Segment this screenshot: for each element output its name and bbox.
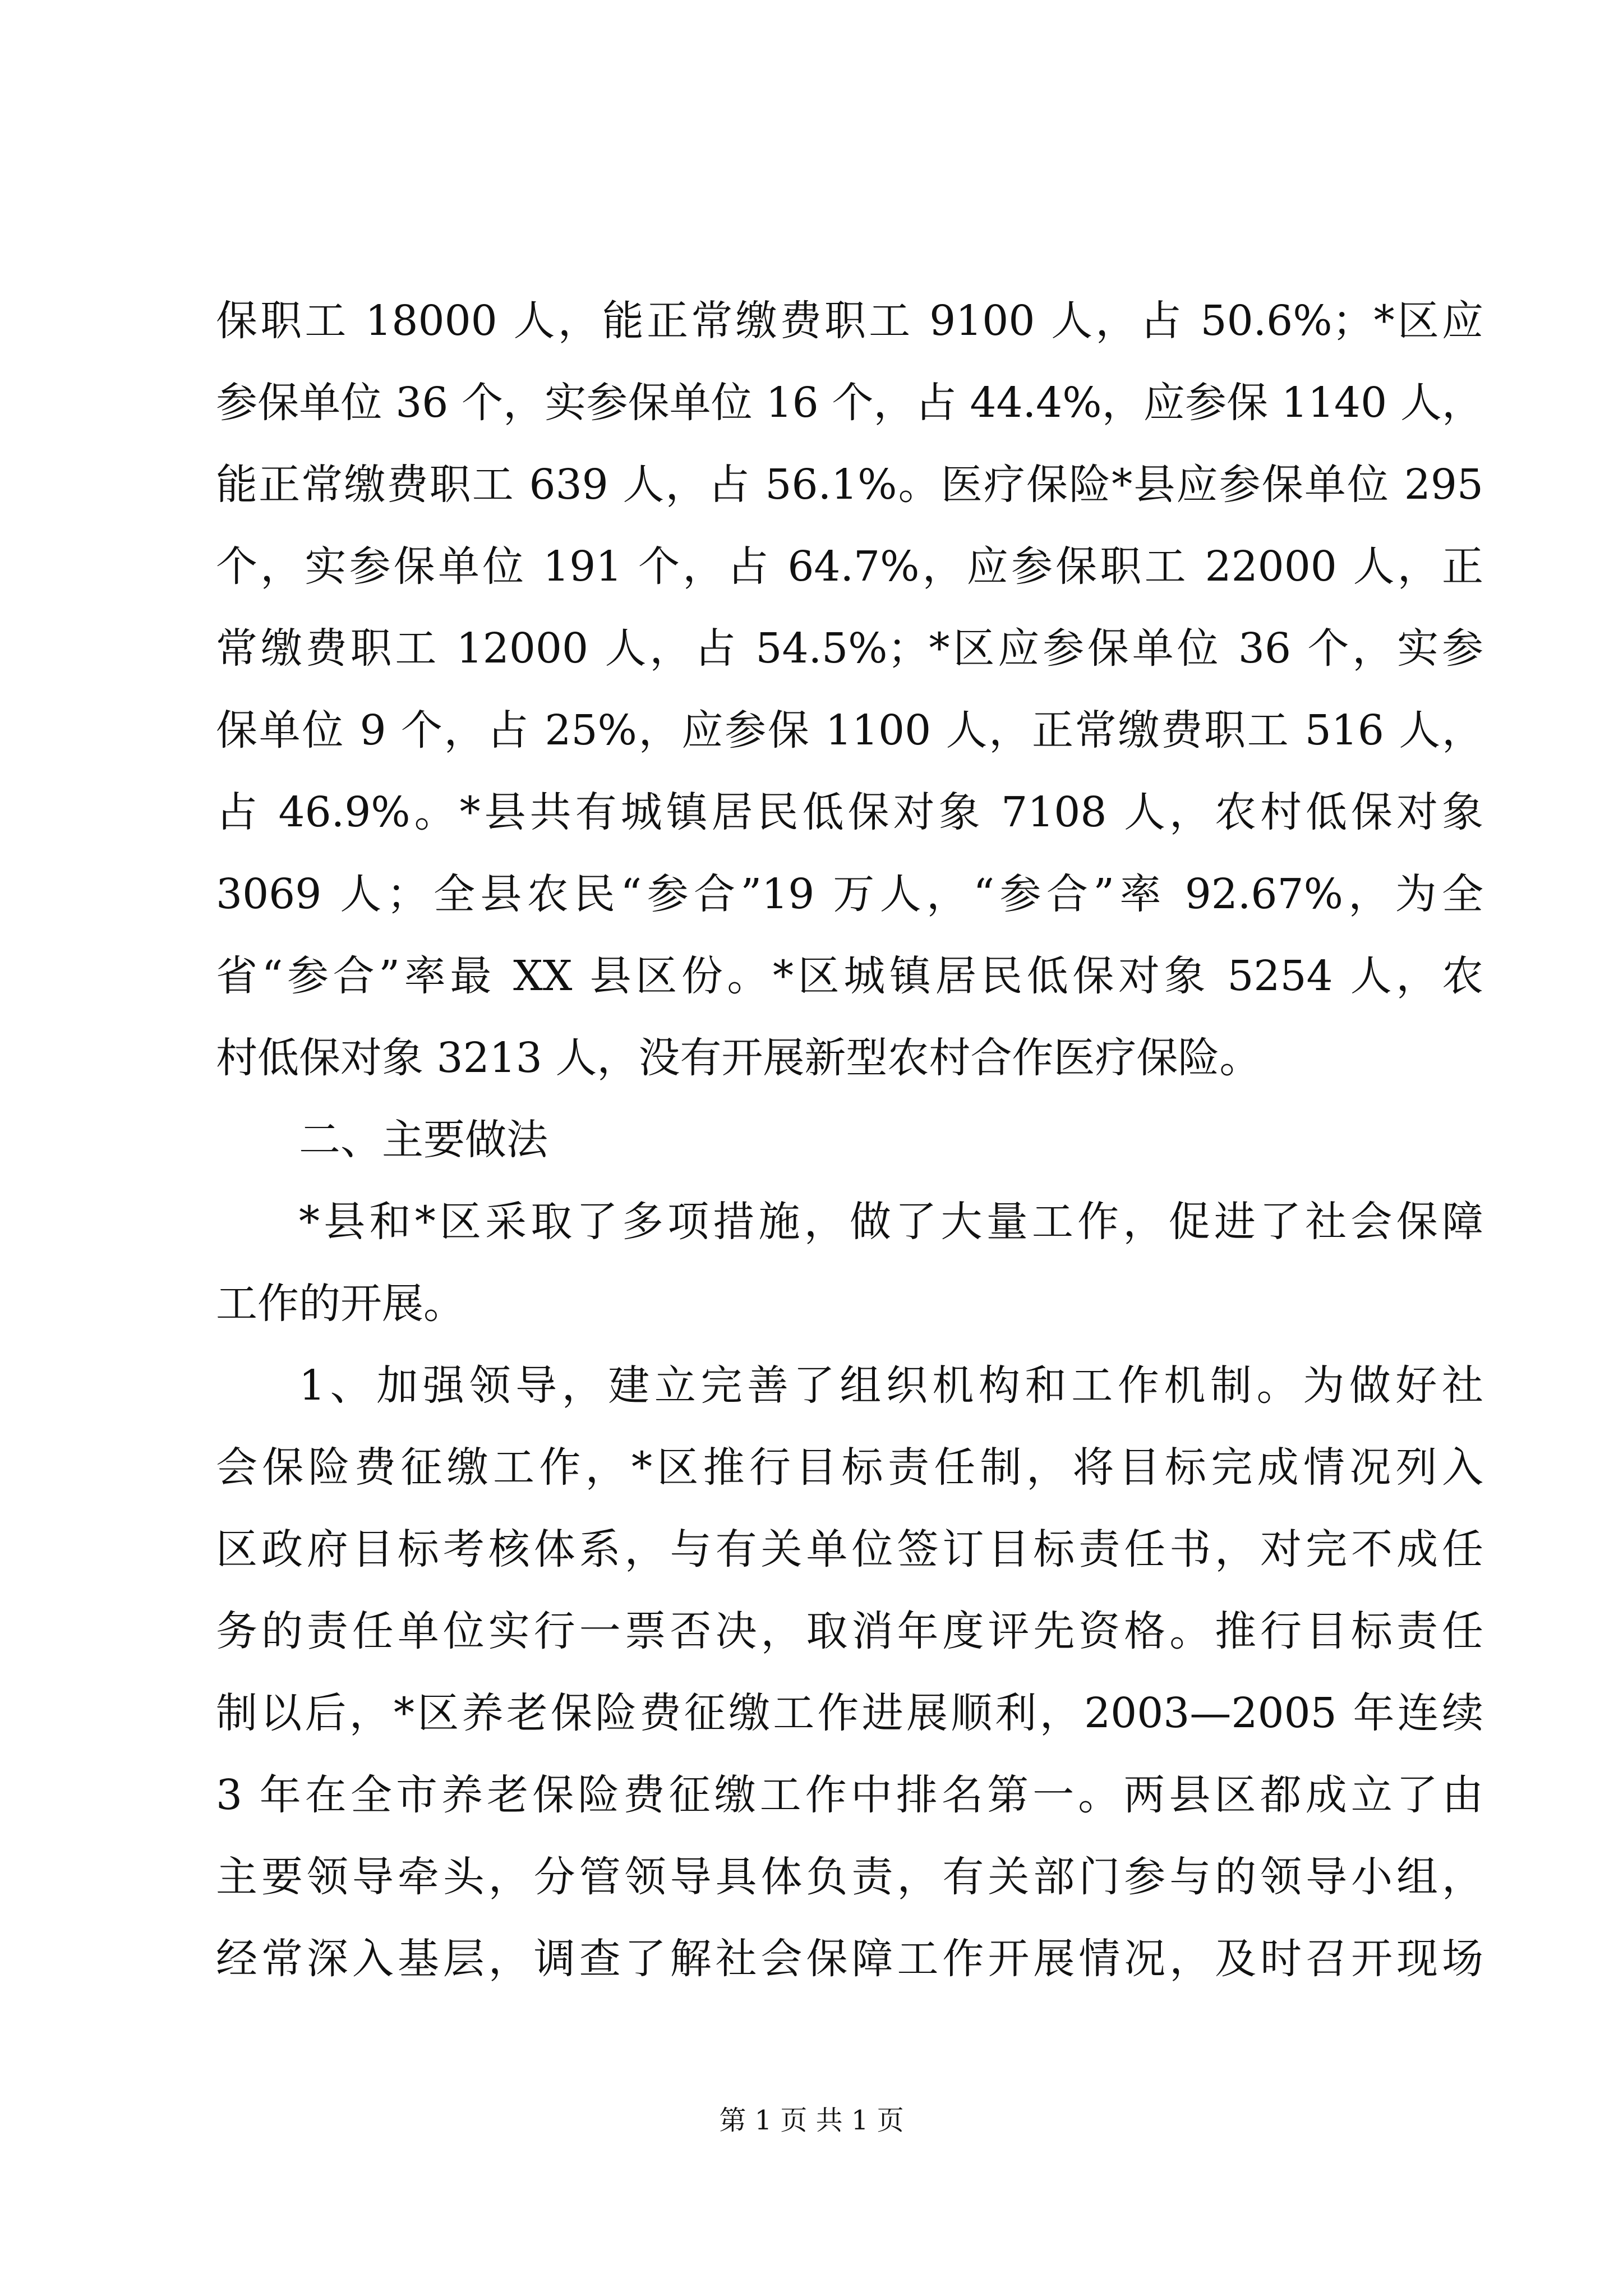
text-line: 区政府目标考核体系，与有关单位签订目标责任书，对完不成任 xyxy=(216,1525,1483,1573)
text-line: 3069 人；全县农民“参合”19 万人，“参合”率 92.67%，为全 xyxy=(216,870,1483,918)
text-line: 主要领导牵头，分管领导具体负责，有关部门参与的领导小组， xyxy=(216,1853,1483,1901)
text-line: 1、加强领导，建立完善了组织机构和工作机制。为做好社 xyxy=(299,1361,1483,1410)
section-heading: 二、主要做法 xyxy=(299,1116,548,1164)
text-line: 务的责任单位实行一票否决，取消年度评先资格。推行目标责任 xyxy=(216,1607,1483,1655)
text-line: 常缴费职工 12000 人，占 54.5%；*区应参保单位 36 个，实参 xyxy=(216,624,1483,673)
text-line: 参保单位 36 个，实参保单位 16 个，占 44.4%，应参保 1140 人， xyxy=(216,379,1483,427)
page-footer: 第 1 页 共 1 页 xyxy=(719,2105,904,2136)
text-line: 制以后，*区养老保险费征缴工作进展顺利，2003—2005 年连续 xyxy=(216,1689,1483,1737)
text-line: 村低保对象 3213 人，没有开展新型农村合作医疗保险。 xyxy=(216,1034,1261,1082)
text-line: 会保险费征缴工作，*区推行目标责任制，将目标完成情况列入 xyxy=(216,1443,1483,1492)
text-line: 占 46.9%。*县共有城镇居民低保对象 7108 人，农村低保对象 xyxy=(216,788,1483,836)
text-line: 3 年在全市养老保险费征缴工作中排名第一。两县区都成立了由 xyxy=(216,1771,1483,1819)
text-line: 保职工 18000 人，能正常缴费职工 9100 人，占 50.6%；*区应 xyxy=(216,297,1483,345)
text-line: 经常深入基层，调查了解社会保障工作开展情况，及时召开现场 xyxy=(216,1935,1483,1983)
text-line: 能正常缴费职工 639 人，占 56.1%。医疗保险*县应参保单位 295 xyxy=(216,461,1483,509)
text-line: 省“参合”率最 XX 县区份。*区城镇居民低保对象 5254 人，农 xyxy=(216,952,1483,1000)
text-line: *县和*区采取了多项措施，做了大量工作，促进了社会保障 xyxy=(299,1198,1483,1246)
text-line: 个，实参保单位 191 个，占 64.7%，应参保职工 22000 人，正 xyxy=(216,542,1483,591)
text-line: 保单位 9 个，占 25%，应参保 1100 人，正常缴费职工 516 人， xyxy=(216,706,1483,754)
text-line: 工作的开展。 xyxy=(216,1280,465,1328)
